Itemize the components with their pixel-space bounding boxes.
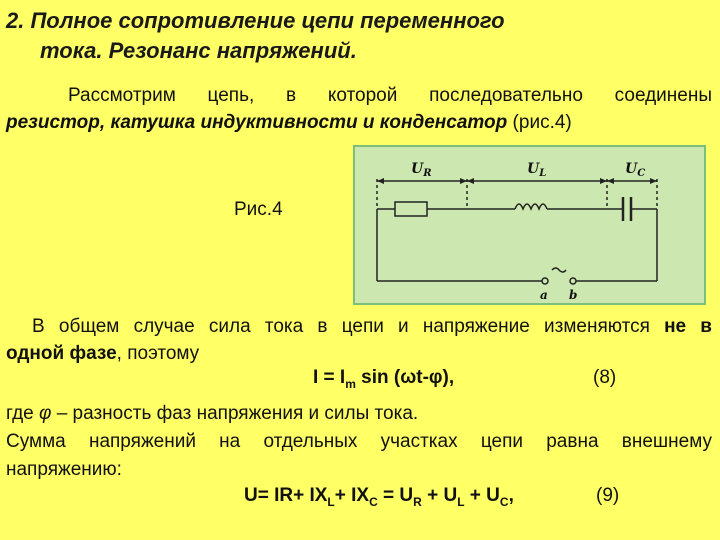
ur-label: $U_R$	[411, 161, 432, 179]
intro-paragraph	[6, 82, 712, 136]
intro-tail: (рис.4)	[507, 112, 572, 133]
title-line-1: 2. Полное сопротивление цепи переменного	[6, 8, 505, 33]
equation-8-number: (8)	[593, 367, 617, 388]
equation-9: $U= IR+ IX_L+ IX_C = U_R + U_L + U_C$,	[244, 485, 514, 509]
eq8-post: sin (ωt-φ),	[355, 367, 455, 388]
intro-bold-italic: резистор, катушка индуктивности и конденсатор	[6, 112, 508, 133]
para3-where: где	[6, 403, 40, 424]
paragraph-3	[6, 400, 712, 484]
eq8-sub: m	[345, 376, 356, 391]
title-line-2: тока. Резонанс напряжений.	[40, 38, 357, 63]
para2-text: В общем случае сила тока в цепи и напряжение изменяются	[32, 316, 665, 337]
para3-def: – разность фаз напряжения и силы тока.	[51, 403, 419, 424]
phi-symbol: φ	[39, 403, 52, 424]
para2-bold-2: одной фазе	[6, 343, 117, 364]
intro-line-1: Рассмотрим цепь, в которой последовательно соединены	[68, 85, 712, 106]
terminal-a	[542, 278, 548, 284]
equation-9-number: (9)	[596, 485, 620, 506]
terminal-b	[570, 278, 576, 284]
circuit-figure	[353, 145, 706, 305]
resistor	[395, 202, 427, 216]
circuit-diagram	[355, 147, 704, 303]
para3-line-2: Сумма напряжений на отдельных участках цепи равна внешнему	[6, 431, 712, 452]
equation-8	[313, 367, 454, 391]
label-a: a	[540, 288, 548, 302]
ul-label: $U_L$	[527, 161, 547, 179]
label-b: b	[569, 288, 578, 302]
para2-line-1	[6, 313, 712, 340]
para2-tail: , поэтому	[116, 343, 200, 364]
slide-title	[6, 6, 505, 66]
uc-label: $U_C$	[625, 161, 646, 179]
paragraph-2	[6, 313, 712, 367]
para2-bold-1: не в	[664, 316, 712, 337]
para3-line-1	[6, 403, 418, 424]
inductor	[515, 204, 547, 209]
para3-line-3: напряжению:	[6, 459, 122, 480]
ac-symbol	[552, 268, 566, 272]
eq8-pre: I = I	[313, 367, 346, 388]
figure-caption: Рис.4	[234, 199, 283, 220]
